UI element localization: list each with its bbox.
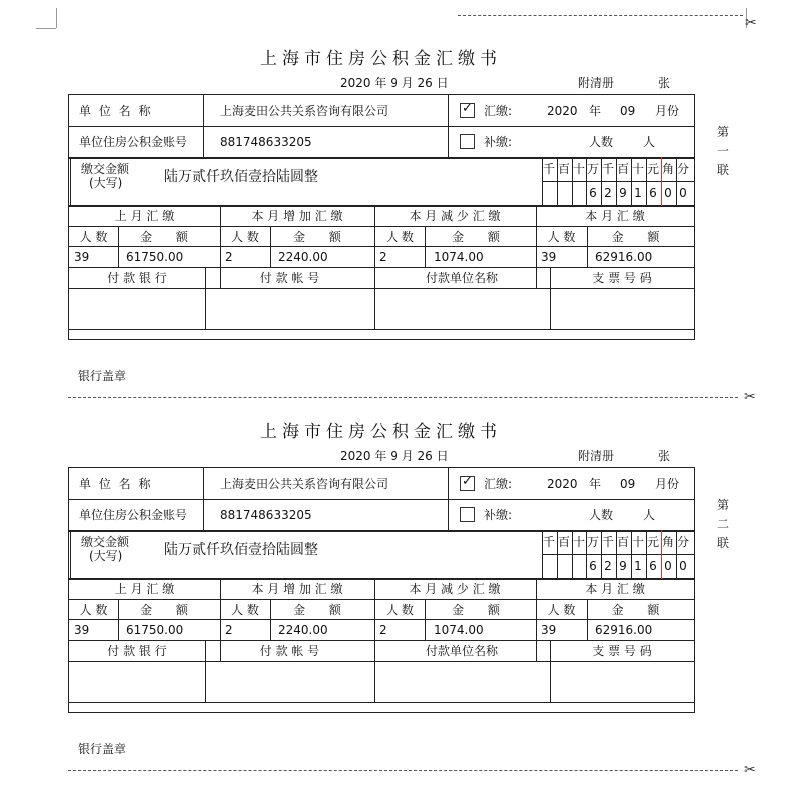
row-amount: 2240.00 [278, 623, 328, 637]
date-month: 9 [390, 76, 398, 90]
row-count: 2 [379, 623, 387, 637]
amount-header: 金 额 [293, 603, 351, 617]
supplement-count-label: 人数 [589, 508, 614, 522]
amount-label: 缴交金额 [81, 535, 130, 549]
digit-value: 0 [679, 186, 687, 200]
unit-name-value: 上海麦田公共关系咨询有限公司 [220, 477, 389, 491]
unit-name-label: 单 位 名 称 [79, 477, 153, 491]
row-line [69, 619, 694, 620]
row-count: 39 [541, 250, 557, 264]
check-icon: ✓ [462, 101, 473, 116]
digit-value: 2 [604, 559, 612, 573]
digit-header: 角 [662, 535, 675, 549]
digit-header: 十 [632, 162, 645, 176]
attachment-label: 附清册 [578, 76, 615, 90]
digit-header-line [542, 181, 694, 182]
digit-value: 0 [664, 186, 672, 200]
amount-in-words: 陆万贰仟玖佰壹拾陆圆整 [164, 542, 318, 558]
account-value: 881748633205 [220, 135, 312, 149]
row-amount: 2240.00 [278, 250, 328, 264]
row-line [69, 702, 694, 703]
pay-header: 支 票 号 码 [592, 271, 652, 285]
digit-value: 2 [604, 186, 612, 200]
date-day-unit: 日 [436, 449, 449, 463]
amount-header: 金 额 [140, 230, 198, 244]
pay-header: 付 款 银 行 [107, 271, 167, 285]
digit-header: 十 [573, 162, 586, 176]
row-amount: 62916.00 [595, 623, 653, 637]
date-day: 26 [417, 449, 433, 463]
bank-seal-label: 银行盖章 [78, 742, 127, 756]
row-amount: 1074.00 [434, 250, 484, 264]
date-month-unit: 月 [401, 76, 414, 90]
remit-checkbox[interactable] [460, 476, 475, 491]
digit-header: 千 [543, 162, 556, 176]
group-header: 本 月 增 加 汇 缴 [251, 582, 343, 596]
amount-border [70, 157, 71, 206]
col-line [448, 468, 449, 530]
group-header: 本 月 增 加 汇 缴 [251, 209, 343, 223]
remit-label: 汇缴: [484, 104, 513, 118]
count-header: 人 数 [547, 603, 576, 617]
digit-header: 十 [632, 535, 645, 549]
amount-label: 缴交金额 [81, 162, 130, 176]
row-amount: 61750.00 [126, 623, 184, 637]
date-day: 26 [417, 76, 433, 90]
digit-value: 0 [679, 559, 687, 573]
copy-label-char: 二 [716, 517, 729, 531]
row-count: 2 [225, 250, 233, 264]
date-line [340, 449, 449, 463]
digit-header-line [542, 554, 694, 555]
digit-header: 分 [677, 162, 690, 176]
group-header: 上 月 汇 缴 [114, 582, 175, 596]
digit-header: 百 [558, 535, 571, 549]
count-header: 人 数 [547, 230, 576, 244]
unit-name-label: 单 位 名 称 [79, 104, 153, 118]
attachment-label: 附清册 [578, 449, 615, 463]
remit-year-unit: 年 [589, 477, 602, 491]
amount-border [70, 530, 71, 579]
digit-value: 9 [619, 186, 627, 200]
row-line [69, 599, 694, 600]
row-line [69, 640, 694, 641]
pay-header: 付 款 帐 号 [259, 644, 320, 658]
remit-checkbox[interactable] [460, 103, 475, 118]
amount-in-words: 陆万贰仟玖佰壹拾陆圆整 [164, 169, 318, 185]
form-table [68, 467, 695, 756]
row-line [69, 226, 694, 227]
date-year: 2020 [340, 76, 371, 90]
copy-label-char: 联 [716, 163, 729, 177]
row-count: 2 [379, 250, 387, 264]
count-header: 人 数 [79, 603, 108, 617]
pay-header: 支 票 号 码 [592, 644, 652, 658]
remit-label: 汇缴: [484, 477, 513, 491]
digit-value: 6 [649, 186, 657, 200]
scissors-icon: ✂ [745, 15, 757, 31]
remit-year: 2020 [547, 477, 578, 491]
digit-header: 角 [662, 162, 675, 176]
copy-label-char: 联 [716, 536, 729, 550]
amount-label-sub: (大写) [89, 176, 123, 190]
row-line [69, 267, 694, 268]
pay-header: 付款单位名称 [425, 271, 498, 285]
bank-seal-label: 银行盖章 [78, 369, 127, 383]
account-label: 单位住房公积金账号 [79, 135, 188, 149]
row-line [69, 579, 694, 580]
row-line [69, 246, 694, 247]
digit-value: 9 [619, 559, 627, 573]
crop-mark-vertical [56, 8, 57, 28]
amount-header: 金 额 [140, 603, 198, 617]
amount-header: 金 额 [293, 230, 351, 244]
digit-header: 万 [587, 162, 600, 176]
group-header: 本 月 减 少 汇 缴 [409, 582, 501, 596]
remit-month-unit: 月份 [655, 104, 680, 118]
scissors-icon: ✂ [744, 389, 756, 405]
row-line [69, 126, 694, 127]
amount-header: 金 额 [611, 603, 670, 617]
group-header: 本 月 汇 缴 [585, 582, 645, 596]
digit-value: 6 [589, 559, 597, 573]
copy-label-char: 第 [716, 498, 729, 512]
digit-header: 十 [573, 535, 586, 549]
row-count: 39 [541, 623, 557, 637]
amount-header: 金 额 [452, 230, 510, 244]
digit-header: 百 [617, 535, 630, 549]
date-year: 2020 [340, 449, 371, 463]
remittance-form [68, 48, 694, 383]
remit-month: 09 [620, 104, 636, 118]
count-header: 人 数 [79, 230, 108, 244]
date-year-unit: 年 [374, 76, 387, 90]
form-table [68, 94, 695, 383]
digit-header: 元 [647, 162, 660, 176]
remit-year: 2020 [547, 104, 578, 118]
row-line [69, 206, 694, 207]
digit-header: 万 [587, 535, 600, 549]
crop-mark-horizontal [36, 28, 56, 29]
supplement-checkbox[interactable] [460, 134, 475, 149]
check-icon: ✓ [462, 474, 473, 489]
supplement-count-unit: 人 [643, 508, 656, 522]
digit-header: 千 [602, 535, 615, 549]
row-line [69, 329, 694, 330]
scissors-icon: ✂ [744, 762, 756, 778]
pay-header: 付 款 银 行 [107, 644, 167, 658]
supplement-label: 补缴: [484, 135, 513, 149]
row-amount: 61750.00 [126, 250, 184, 264]
account-label: 单位住房公积金账号 [79, 508, 188, 522]
digit-value: 1 [634, 559, 642, 573]
col-line [203, 468, 204, 530]
remit-year-unit: 年 [589, 104, 602, 118]
copy-label-char: 一 [716, 144, 729, 158]
cut-line [68, 397, 738, 398]
amount-header: 金 额 [611, 230, 670, 244]
remit-month-unit: 月份 [655, 477, 680, 491]
count-header: 人 数 [231, 603, 259, 617]
count-header: 人 数 [386, 230, 414, 244]
digit-header: 元 [647, 535, 660, 549]
copy-label [716, 498, 730, 551]
col-line [203, 95, 204, 157]
supplement-checkbox[interactable] [460, 507, 475, 522]
date-month: 9 [390, 449, 398, 463]
row-count: 39 [74, 623, 90, 637]
remit-month: 09 [620, 477, 636, 491]
cut-line [68, 770, 738, 771]
remittance-form [68, 421, 694, 756]
pay-header: 付 款 帐 号 [259, 271, 320, 285]
digit-value: 0 [664, 559, 672, 573]
digit-header: 分 [677, 535, 690, 549]
row-line [69, 288, 694, 289]
amount-label-sub: (大写) [89, 549, 123, 563]
date-month-unit: 月 [401, 449, 414, 463]
top-cut-line [458, 15, 743, 16]
row-count: 39 [74, 250, 90, 264]
supplement-label: 补缴: [484, 508, 513, 522]
pay-header: 付款单位名称 [425, 644, 498, 658]
group-header: 本 月 减 少 汇 缴 [409, 209, 501, 223]
count-header: 人 数 [386, 603, 414, 617]
digit-header: 百 [617, 162, 630, 176]
row-amount: 1074.00 [434, 623, 484, 637]
row-amount: 62916.00 [595, 250, 653, 264]
date-year-unit: 年 [374, 449, 387, 463]
date-day-unit: 日 [436, 76, 449, 90]
unit-name-value: 上海麦田公共关系咨询有限公司 [220, 104, 389, 118]
form-title: 上海市住房公积金汇缴书 [260, 422, 502, 442]
copy-label [716, 125, 730, 178]
row-count: 2 [225, 623, 233, 637]
row-line [69, 661, 694, 662]
group-header: 本 月 汇 缴 [585, 209, 645, 223]
row-line [69, 499, 694, 500]
date-line [340, 76, 449, 90]
group-header: 上 月 汇 缴 [114, 209, 175, 223]
copy-label-char: 第 [716, 125, 729, 139]
amount-header: 金 额 [452, 603, 510, 617]
form-title: 上海市住房公积金汇缴书 [260, 49, 502, 69]
digit-header: 百 [558, 162, 571, 176]
digit-header: 千 [543, 535, 556, 549]
account-value: 881748633205 [220, 508, 312, 522]
attachment-unit: 张 [658, 449, 671, 463]
col-line [448, 95, 449, 157]
supplement-count-unit: 人 [643, 135, 656, 149]
digit-value: 6 [589, 186, 597, 200]
supplement-count-label: 人数 [589, 135, 614, 149]
count-header: 人 数 [231, 230, 259, 244]
digit-value: 6 [649, 559, 657, 573]
attachment-unit: 张 [658, 76, 671, 90]
digit-header: 千 [602, 162, 615, 176]
digit-value: 1 [634, 186, 642, 200]
